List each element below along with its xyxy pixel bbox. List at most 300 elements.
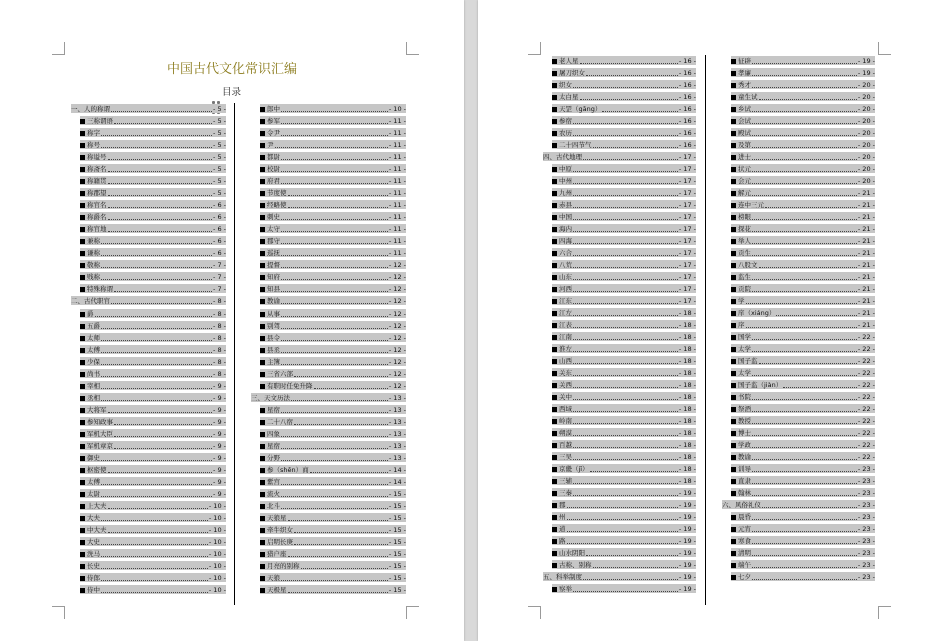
toc-entry[interactable] <box>71 283 226 293</box>
toc-leader-dots <box>573 183 678 184</box>
toc-entry-field <box>731 332 875 341</box>
toc-entry[interactable] <box>722 343 875 353</box>
toc-page-number: - 6 - <box>213 249 226 258</box>
toc-page-number: - 13 - <box>388 405 406 414</box>
toc-entry[interactable] <box>543 127 696 137</box>
toc-entry-field <box>260 417 406 426</box>
toc-entry[interactable] <box>722 187 875 197</box>
toc-page-number: - 22 - <box>857 381 875 389</box>
toc-entry[interactable] <box>71 139 226 149</box>
toc-entry-label: 有职时任免升降 <box>267 381 313 390</box>
toc-entry[interactable] <box>722 247 875 257</box>
toc-entry-label: 贱称 <box>87 273 100 282</box>
toc-page-number: - 15 - <box>388 538 406 547</box>
toc-entry[interactable] <box>71 235 226 245</box>
toc-entry[interactable] <box>71 536 226 546</box>
toc-entry[interactable] <box>543 259 696 269</box>
toc-page-number: - 9 - <box>213 453 226 462</box>
toc-entry[interactable] <box>71 199 226 209</box>
toc-page-number: - 21 - <box>857 225 875 233</box>
toc-leader-dots <box>752 411 857 412</box>
toc-entry-label: 分野 <box>267 453 280 462</box>
toc-entry[interactable] <box>722 451 875 461</box>
toc-entry-label: 百越 <box>559 441 572 449</box>
toc-entry[interactable] <box>543 547 696 557</box>
toc-entry[interactable] <box>71 247 226 257</box>
toc-entry-field <box>552 116 696 125</box>
toc-leader-dots <box>108 171 213 172</box>
toc-entry-label: 祭酒 <box>738 405 751 413</box>
toc-entry[interactable] <box>543 67 696 77</box>
toc-leader-dots <box>108 231 213 232</box>
toc-entry-label: 山西 <box>559 357 572 365</box>
toc-entry[interactable] <box>71 560 226 570</box>
toc-entry-field <box>731 560 875 569</box>
toc-page-number: - 20 - <box>857 165 875 173</box>
toc-entry-label: 州 <box>559 513 566 521</box>
toc-entry[interactable] <box>251 488 406 498</box>
toc-entry[interactable] <box>71 308 226 318</box>
toc-entry[interactable] <box>251 572 406 582</box>
toc-entry[interactable] <box>71 392 226 402</box>
toc-entry-label: 博士 <box>738 429 751 437</box>
toc-entry[interactable] <box>722 559 875 569</box>
toc-leader-dots <box>573 255 678 256</box>
toc-entry[interactable] <box>722 295 875 305</box>
toc-entry-label: 监生 <box>738 273 751 281</box>
toc-leader-dots <box>762 507 857 508</box>
toc-entry[interactable] <box>71 428 226 438</box>
toc-entry[interactable] <box>722 535 875 545</box>
toc-leader-dots <box>288 207 388 208</box>
toc-entry-label: 国子监 <box>738 357 758 365</box>
toc-entry-label: 五、科举制度 <box>543 573 582 581</box>
toc-entry-label: 国学 <box>738 333 751 341</box>
toc-page-number: - 12 - <box>388 381 406 390</box>
toc-entry[interactable] <box>71 223 226 233</box>
toc-entry-label: 巡抚 <box>267 249 280 258</box>
toc-entry[interactable] <box>251 464 406 474</box>
toc-entry[interactable] <box>543 55 696 65</box>
toc-entry[interactable] <box>543 379 696 389</box>
toc-entry[interactable] <box>251 332 406 342</box>
toc-entry[interactable] <box>543 91 696 101</box>
toc-entry[interactable] <box>722 235 875 245</box>
toc-entry[interactable] <box>251 247 406 257</box>
toc-entry[interactable] <box>71 452 226 462</box>
toc-page-number: - 17 - <box>678 237 696 245</box>
toc-entry[interactable] <box>722 199 875 209</box>
toc-entry-label: 四、古代地理 <box>543 153 582 161</box>
toc-entry[interactable] <box>543 223 696 233</box>
toc-entry[interactable] <box>71 271 226 281</box>
toc-page-number: - 8 - <box>213 333 226 342</box>
toc-leader-dots <box>752 579 857 580</box>
toc-entry[interactable] <box>251 428 406 438</box>
toc-entry[interactable] <box>722 379 875 389</box>
toc-page-number: - 11 - <box>388 129 406 138</box>
toc-entry[interactable] <box>71 548 226 558</box>
toc-entry[interactable] <box>71 344 226 354</box>
toc-entry[interactable] <box>71 584 226 594</box>
toc-entry[interactable] <box>543 79 696 89</box>
toc-entry-field <box>552 212 696 221</box>
toc-entry[interactable] <box>722 523 875 533</box>
margin-corner-bottom-left <box>52 606 65 619</box>
toc-entry[interactable] <box>251 151 406 161</box>
toc-entry-field <box>731 488 875 497</box>
toc-entry[interactable] <box>71 524 226 534</box>
toc-leader-dots <box>752 171 857 172</box>
toc-entry[interactable] <box>543 355 696 365</box>
toc-page-number: - 10 - <box>208 526 226 535</box>
toc-leader-dots <box>101 352 212 353</box>
toc-entry-field <box>80 561 226 570</box>
toc-entry[interactable] <box>543 583 696 593</box>
toc-entry[interactable] <box>722 139 875 149</box>
toc-entry[interactable] <box>71 211 226 221</box>
toc-page-number: - 15 - <box>388 514 406 523</box>
toc-entry[interactable] <box>71 127 226 137</box>
toc-entry[interactable] <box>251 368 406 378</box>
toc-entry[interactable] <box>251 163 406 173</box>
toc-entry-label: 直隶 <box>738 477 751 485</box>
toc-entry[interactable] <box>543 415 696 425</box>
toc-entry[interactable] <box>251 356 406 366</box>
toc-entry[interactable] <box>543 403 696 413</box>
toc-entry[interactable] <box>71 175 226 185</box>
toc-entry[interactable] <box>543 343 696 353</box>
toc-section-heading[interactable] <box>251 392 406 402</box>
toc-page-number: - 23 - <box>857 561 875 569</box>
toc-leader-dots <box>583 579 678 580</box>
toc-entry-field <box>260 453 406 462</box>
toc-entry[interactable] <box>251 452 406 462</box>
toc-section-heading[interactable] <box>71 295 226 305</box>
toc-entry-label: 别驾 <box>267 321 280 330</box>
toc-page-number: - 16 - <box>678 57 696 65</box>
toc-entry[interactable] <box>71 488 226 498</box>
toc-entry-field <box>552 272 696 281</box>
toc-entry[interactable] <box>543 499 696 509</box>
toc-leader-dots <box>95 316 213 317</box>
toc-page-number: - 19 - <box>857 57 875 65</box>
toc-entry[interactable] <box>722 547 875 557</box>
toc-entry[interactable] <box>543 511 696 521</box>
toc-entry[interactable] <box>722 259 875 269</box>
toc-section-heading[interactable] <box>71 103 226 113</box>
toc-entry[interactable] <box>251 548 406 558</box>
toc-entry[interactable] <box>71 332 226 342</box>
toc-page-number: - 15 - <box>388 586 406 595</box>
toc-entry[interactable] <box>543 199 696 209</box>
toc-entry[interactable] <box>251 320 406 330</box>
toc-page-number: - 23 - <box>857 537 875 545</box>
toc-page-number: - 10 - <box>388 105 406 113</box>
toc-entry[interactable] <box>543 427 696 437</box>
toc-entry[interactable] <box>71 572 226 582</box>
toc-entry[interactable] <box>543 439 696 449</box>
toc-entry-field <box>731 344 875 353</box>
toc-page-number: - 15 - <box>388 489 406 498</box>
toc-page-number: - 11 - <box>388 201 406 210</box>
toc-entry[interactable] <box>251 476 406 486</box>
toc-entry-field <box>552 440 696 449</box>
toc-leader-dots <box>776 315 857 316</box>
toc-entry-label: 三秦 <box>559 489 572 497</box>
toc-entry[interactable] <box>251 440 406 450</box>
toc-page-number: - 19 - <box>678 513 696 521</box>
toc-entry[interactable] <box>722 163 875 173</box>
toc-entry[interactable] <box>543 211 696 221</box>
toc-leader-dots <box>752 123 857 124</box>
toc-entry-field <box>552 248 696 257</box>
toc-entry[interactable] <box>251 295 406 305</box>
toc-entry[interactable] <box>543 139 696 149</box>
toc-entry-label: 八荒 <box>559 261 572 269</box>
toc-entry[interactable] <box>71 187 226 197</box>
toc-entry[interactable] <box>722 571 875 581</box>
toc-entry[interactable] <box>71 259 226 269</box>
toc-entry[interactable] <box>543 115 696 125</box>
toc-entry-field <box>80 164 226 173</box>
toc-entry[interactable] <box>543 487 696 497</box>
toc-entry[interactable] <box>543 319 696 329</box>
toc-leader-dots <box>573 303 678 304</box>
toc-page-number: - 18 - <box>678 441 696 449</box>
toc-entry[interactable] <box>251 211 406 221</box>
toc-page-number: - 20 - <box>857 129 875 137</box>
toc-entry[interactable] <box>543 283 696 293</box>
toc-entry[interactable] <box>251 308 406 318</box>
toc-entry[interactable] <box>543 523 696 533</box>
toc-page-number: - 9 - <box>213 465 226 474</box>
toc-entry-field <box>552 332 696 341</box>
toc-entry[interactable] <box>251 139 406 149</box>
toc-page-number: - 12 - <box>388 333 406 342</box>
toc-entry-label: 称官地 <box>87 225 107 234</box>
toc-leader-dots <box>281 484 388 485</box>
toc-page-number: - 21 - <box>857 285 875 293</box>
toc-entry-field <box>552 392 696 401</box>
toc-entry-field <box>731 296 875 305</box>
toc-entry[interactable] <box>543 175 696 185</box>
toc-entry[interactable] <box>543 463 696 473</box>
toc-entry-field <box>552 356 696 365</box>
toc-entry[interactable] <box>251 199 406 209</box>
toc-entry-field <box>80 525 226 534</box>
toc-entry-field <box>260 369 406 378</box>
toc-entry[interactable] <box>71 115 226 125</box>
toc-entry[interactable] <box>543 247 696 257</box>
toc-entry[interactable] <box>543 391 696 401</box>
toc-entry[interactable] <box>722 91 875 101</box>
toc-entry[interactable] <box>722 175 875 185</box>
toc-entry[interactable] <box>71 320 226 330</box>
toc-entry[interactable] <box>543 235 696 245</box>
toc-entry[interactable] <box>251 524 406 534</box>
toc-entry[interactable] <box>722 331 875 341</box>
toc-entry-label: 称官名 <box>87 201 107 210</box>
toc-entry[interactable] <box>251 115 406 125</box>
toc-entry[interactable] <box>722 223 875 233</box>
toc-leader-dots <box>752 231 857 232</box>
toc-page-number: - 8 - <box>213 345 226 354</box>
toc-entry-field <box>80 212 226 221</box>
toc-entry[interactable] <box>543 187 696 197</box>
toc-entry-label: 太守 <box>267 225 280 234</box>
toc-entry[interactable] <box>722 67 875 77</box>
toc-leader-dots <box>752 255 857 256</box>
toc-entry[interactable] <box>251 259 406 269</box>
toc-entry-label: 六、风俗礼仪 <box>722 501 761 509</box>
toc-entry[interactable] <box>722 115 875 125</box>
toc-entry[interactable] <box>71 464 226 474</box>
toc-entry[interactable] <box>251 223 406 233</box>
toc-entry-field <box>731 164 875 173</box>
toc-page-number: - 22 - <box>857 357 875 365</box>
toc-entry[interactable] <box>251 536 406 546</box>
toc-entry-field <box>731 188 875 197</box>
toc-entry[interactable] <box>722 211 875 221</box>
toc-entry-field <box>731 128 875 137</box>
toc-entry-field <box>731 56 875 65</box>
toc-entry[interactable] <box>251 175 406 185</box>
toc-page-number: - 14 - <box>388 477 406 486</box>
toc-entry[interactable] <box>722 283 875 293</box>
toc-entry[interactable] <box>722 487 875 497</box>
toc-entry[interactable] <box>251 512 406 522</box>
toc-entry[interactable] <box>71 476 226 486</box>
toc-entry[interactable] <box>722 307 875 317</box>
toc-entry[interactable] <box>722 55 875 65</box>
toc-entry[interactable] <box>251 271 406 281</box>
toc-entry[interactable] <box>71 151 226 161</box>
toc-leader-dots <box>567 531 678 532</box>
toc-entry-field <box>80 152 226 161</box>
toc-entry[interactable] <box>543 535 696 545</box>
toc-entry-field <box>260 549 406 558</box>
toc-page-number: - 22 - <box>857 417 875 425</box>
toc-entry[interactable] <box>543 307 696 317</box>
toc-entry-label: 校尉 <box>267 165 280 174</box>
toc-entry[interactable] <box>71 512 226 522</box>
toc-entry[interactable] <box>251 380 406 390</box>
toc-entry-label: 三吴 <box>559 453 572 461</box>
toc-entry[interactable] <box>543 475 696 485</box>
toc-leader-dots <box>746 303 857 304</box>
toc-entry[interactable] <box>71 356 226 366</box>
toc-entry[interactable] <box>722 403 875 413</box>
toc-entry[interactable] <box>543 103 696 113</box>
toc-entry[interactable] <box>71 163 226 173</box>
toc-entry[interactable] <box>251 500 406 510</box>
toc-entry[interactable] <box>722 439 875 449</box>
toc-entry[interactable] <box>722 127 875 137</box>
toc-entry-label: 路 <box>559 537 566 545</box>
toc-entry-label: 进士 <box>738 153 751 161</box>
toc-entry-label: 称谥号 <box>87 153 107 162</box>
toc-entry[interactable] <box>722 427 875 437</box>
toc-entry[interactable] <box>251 127 406 137</box>
toc-entry[interactable] <box>543 163 696 173</box>
toc-entry[interactable] <box>543 271 696 281</box>
toc-section-heading[interactable] <box>722 499 875 509</box>
toc-leader-dots <box>573 435 678 436</box>
toc-entry[interactable] <box>722 463 875 473</box>
toc-entry-label: 海内 <box>559 225 572 233</box>
toc-entry[interactable] <box>251 283 406 293</box>
toc-page-number: - 12 - <box>388 345 406 354</box>
toc-leader-dots <box>101 496 212 497</box>
toc-leader-dots <box>586 555 678 556</box>
toc-entry-label: 参（shēn）商 <box>267 465 309 474</box>
toc-entry[interactable] <box>722 511 875 521</box>
toc-page-number: - 9 - <box>213 477 226 486</box>
toc-entry-label: 太师 <box>87 333 100 342</box>
toc-entry-field <box>552 128 696 137</box>
toc-entry[interactable] <box>722 391 875 401</box>
toc-page-number: - 23 - <box>857 573 875 581</box>
toc-section-heading[interactable] <box>543 571 696 581</box>
toc-section-heading[interactable] <box>543 151 696 161</box>
toc-entry[interactable] <box>251 103 406 113</box>
toc-entry[interactable] <box>71 440 226 450</box>
toc-entry[interactable] <box>251 404 406 414</box>
toc-entry[interactable] <box>543 295 696 305</box>
toc-entry[interactable] <box>722 475 875 485</box>
toc-leader-dots <box>752 375 857 376</box>
toc-leader-dots <box>573 351 678 352</box>
toc-page-number: - 19 - <box>857 69 875 77</box>
toc-entry[interactable] <box>543 331 696 341</box>
toc-entry[interactable] <box>251 560 406 570</box>
toc-leader-dots <box>752 87 857 88</box>
toc-entry[interactable] <box>722 415 875 425</box>
toc-entry[interactable] <box>251 416 406 426</box>
toc-entry[interactable] <box>722 151 875 161</box>
toc-entry[interactable] <box>722 103 875 113</box>
toc-entry[interactable] <box>543 559 696 569</box>
toc-entry[interactable] <box>722 79 875 89</box>
toc-leader-dots <box>108 412 213 413</box>
toc-leader-dots <box>294 532 388 533</box>
toc-entry[interactable] <box>251 344 406 354</box>
toc-entry[interactable] <box>543 451 696 461</box>
toc-entry[interactable] <box>722 367 875 377</box>
toc-entry-field <box>80 200 226 209</box>
toc-entry[interactable] <box>251 187 406 197</box>
toc-entry-label: 天狼星 <box>267 514 287 523</box>
toc-entry[interactable] <box>71 500 226 510</box>
toc-entry[interactable] <box>543 367 696 377</box>
toc-entry[interactable] <box>722 355 875 365</box>
toc-entry[interactable] <box>71 380 226 390</box>
toc-entry-label: 端午 <box>738 561 751 569</box>
toc-leader-dots <box>114 123 212 124</box>
toc-entry[interactable] <box>71 368 226 378</box>
toc-entry[interactable] <box>251 235 406 245</box>
toc-entry-field <box>260 284 406 293</box>
toc-entry[interactable] <box>71 416 226 426</box>
toc-leader-dots <box>759 267 857 268</box>
toc-entry[interactable] <box>722 271 875 281</box>
toc-leader-dots <box>101 388 212 389</box>
toc-entry[interactable] <box>251 584 406 594</box>
toc-entry-label: 察举 <box>559 585 572 593</box>
toc-entry[interactable] <box>722 319 875 329</box>
toc-entry[interactable] <box>71 404 226 414</box>
